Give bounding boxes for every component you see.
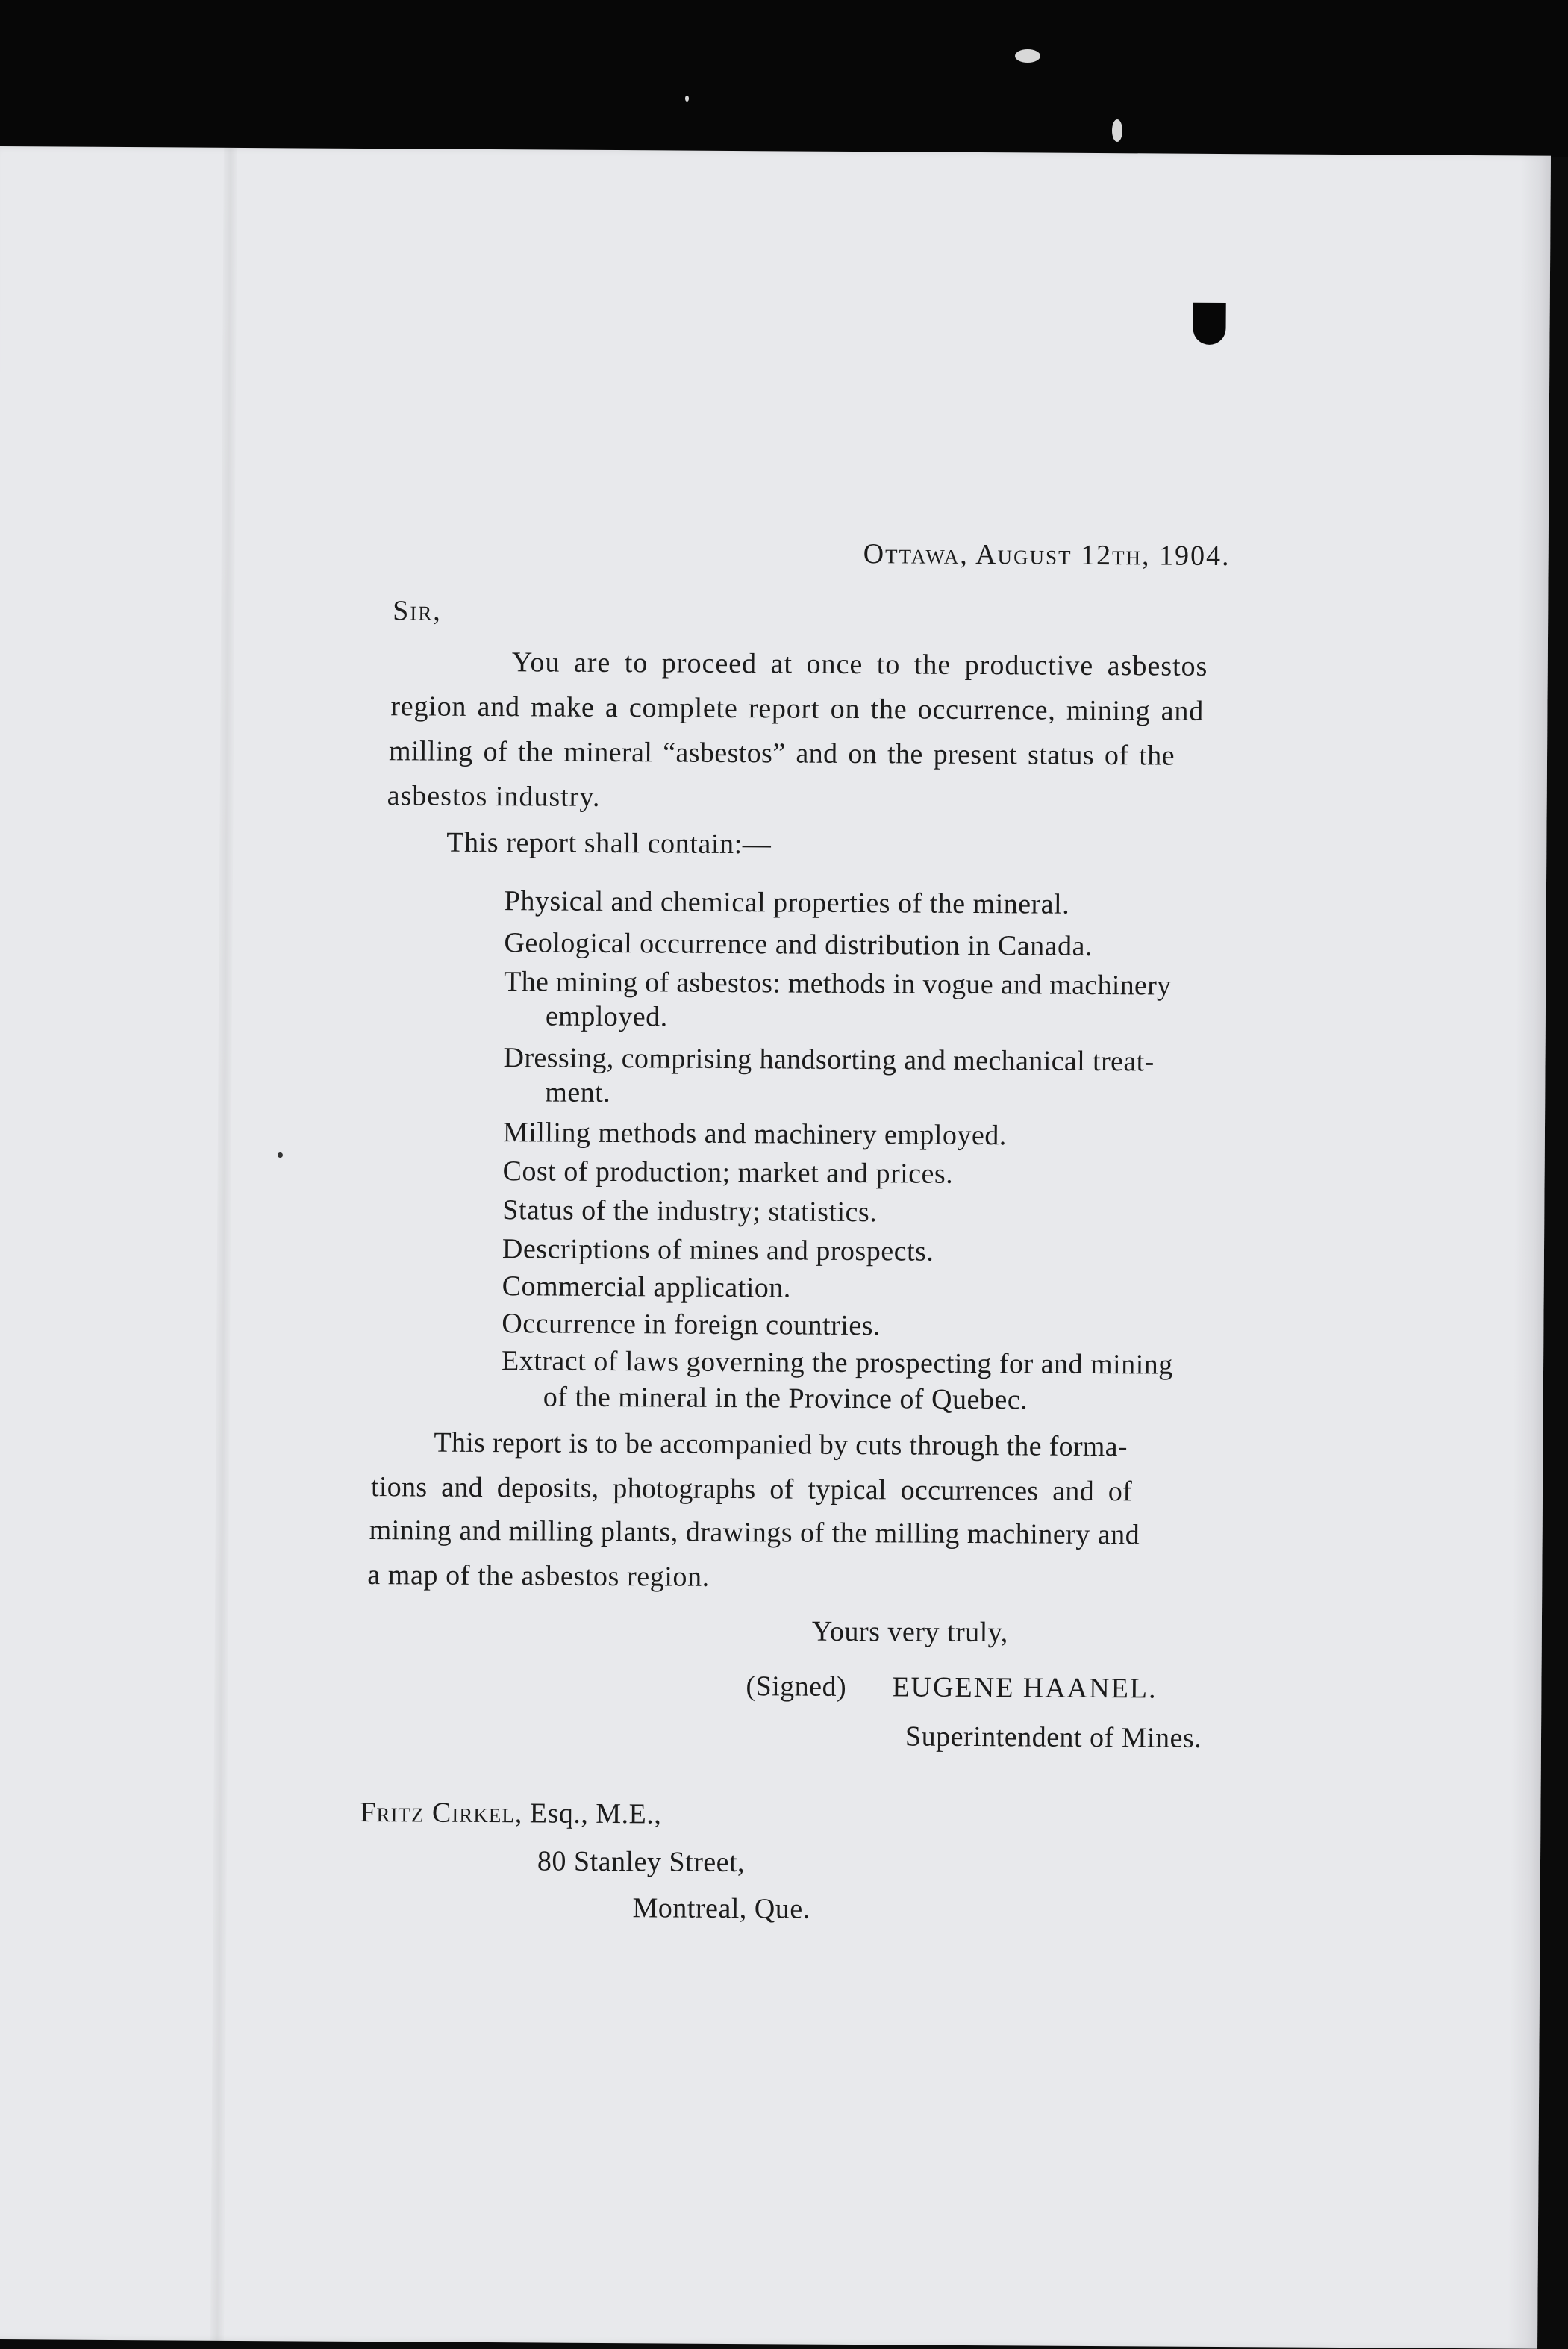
addressee-street: 80 Stanley Street, bbox=[537, 1845, 746, 1879]
salutation: Sir, bbox=[393, 595, 442, 627]
contents-line: Cost of production; market and prices. bbox=[502, 1155, 954, 1190]
intro-line: milling of the mineral “asbestos” and on the present status of the bbox=[388, 735, 1175, 772]
addressee-city: Montreal, Que. bbox=[632, 1892, 810, 1925]
contents-line: Dressing, comprising handsorting and mechanical treat- bbox=[503, 1042, 1155, 1078]
intro-line: asbestos industry. bbox=[387, 780, 601, 813]
scan-dark-border bbox=[0, 0, 1568, 157]
intro-line: region and make a complete report on the occurrence, mining and bbox=[390, 690, 1205, 727]
scan-speck bbox=[685, 96, 689, 102]
contents-line: The mining of asbestos: methods in vogue and machinery bbox=[504, 966, 1172, 1002]
ink-dot bbox=[278, 1152, 283, 1158]
scan-speck bbox=[1015, 49, 1040, 63]
addressee-line bbox=[360, 1798, 661, 1828]
signer-title: Superintendent of Mines. bbox=[905, 1721, 1202, 1754]
closing-line: This report is to be accompanied by cuts through the forma- bbox=[434, 1426, 1128, 1463]
closing-line: mining and milling plants, drawings of the milling machinery and bbox=[369, 1514, 1140, 1551]
contents-line: Physical and chemical properties of the mineral. bbox=[504, 885, 1070, 920]
page-fold bbox=[210, 148, 237, 2341]
contents-line: Milling methods and machinery employed. bbox=[502, 1117, 1007, 1152]
intro-line: You are to proceed at once to the productive asbestos bbox=[511, 646, 1208, 682]
page-edge-shadow bbox=[1508, 155, 1551, 2348]
addressee-suffix: , Esq., M.E., bbox=[514, 1797, 662, 1830]
contents-line: Descriptions of mines and prospects. bbox=[502, 1233, 934, 1267]
scan-speck bbox=[1112, 119, 1122, 142]
contents-line: of the mineral in the Province of Quebec. bbox=[543, 1381, 1028, 1416]
contents-line: employed. bbox=[545, 1000, 668, 1033]
page-tab bbox=[1193, 303, 1225, 345]
contents-line: Commercial application. bbox=[502, 1270, 791, 1304]
dateline: Ottawa, August 12th, 1904. bbox=[863, 538, 1231, 573]
letter-page bbox=[0, 146, 1551, 2349]
addressee-name: Fritz Cirkel bbox=[360, 1796, 515, 1829]
closing-line: tions and deposits, photographs of typical occurrences and of bbox=[370, 1471, 1133, 1508]
valediction: Yours very truly, bbox=[811, 1615, 1008, 1649]
contents-line: Geological occurrence and distribution in Canada. bbox=[504, 927, 1093, 962]
contents-intro: This report shall contain:— bbox=[446, 826, 772, 861]
signer-name: EUGENE HAANEL. bbox=[892, 1671, 1158, 1705]
signed-label: (Signed) bbox=[746, 1670, 847, 1703]
contents-line: Occurrence in foreign countries. bbox=[502, 1308, 881, 1342]
contents-line: Status of the industry; statistics. bbox=[502, 1194, 878, 1229]
contents-line: Extract of laws governing the prospecting for and mining bbox=[501, 1345, 1173, 1381]
contents-line: ment. bbox=[545, 1076, 611, 1109]
closing-line: a map of the asbestos region. bbox=[367, 1559, 710, 1593]
